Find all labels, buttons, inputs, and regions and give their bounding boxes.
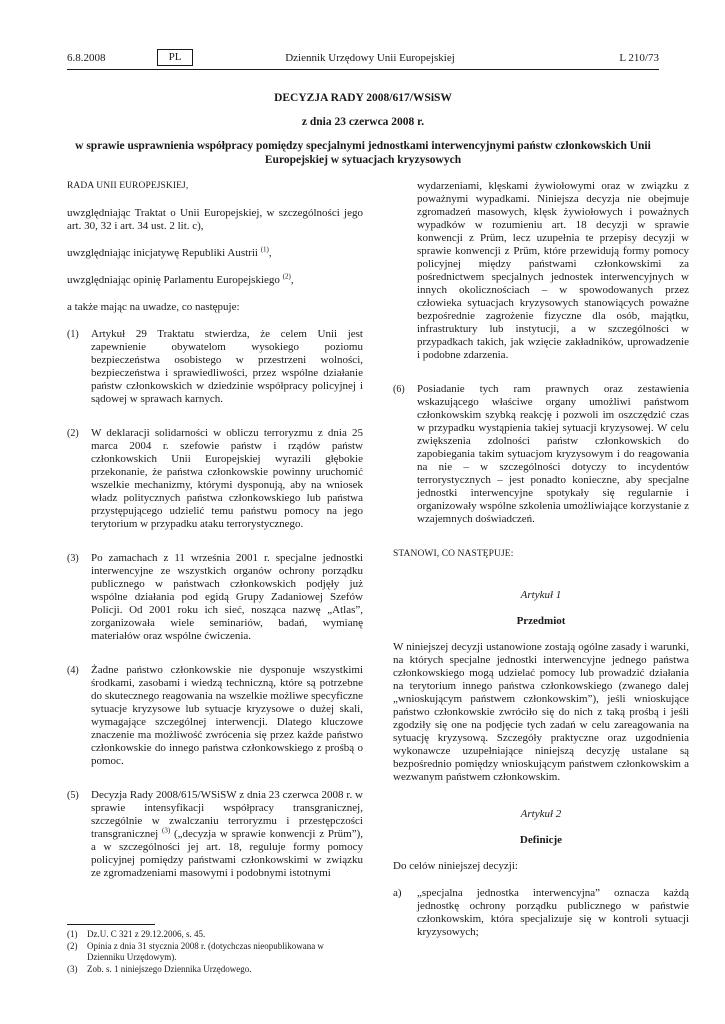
footnote-number: (2) <box>67 940 78 951</box>
footnote-1 <box>67 929 363 941</box>
whereas-intro: a także mając na uwadze, co następuje: <box>67 301 240 313</box>
publication-date: 6.8.2008 <box>67 52 106 64</box>
recital-1 <box>67 328 363 406</box>
footnote-ref-2[interactable]: (2) <box>282 272 291 281</box>
recital-3 <box>67 552 363 643</box>
article-2-intro: Do celów niniejszej decyzji: <box>393 860 518 872</box>
citation-opinion-text: uwzględniając opinię Parlamentu Europejskiego <box>67 274 280 286</box>
left-column <box>67 180 363 880</box>
recital-number: (3) <box>67 553 79 564</box>
recital-number: (5) <box>67 790 79 801</box>
recital-text: Żadne państwo członkowskie nie dysponuje wszystkimi środkami, zasobami i wiedzą techniczną, które są potrzebne do skutecznego reagowania na wszelkie możliwe specyficzne sytuacje kryzysowe lub sytuacje kryzysowe o dużej skali, wymagające szczególnej interwencji. Dlatego kluczowe znaczenie ma możliwość zwrócenia się przez każde państwo członkowskie do innego państwa członkowskiego z prośbą o pomoc. <box>91 664 363 767</box>
recital-text: wydarzeniami, klęskami żywiołowymi oraz w związku z poważnymi wypadkami. Niniejsza decyzja nie obejmuje zgromadzeń masowych, klęsk żywiołowych i poważnych wypadków w rozumieniu art. 18 decyzji w sprawie konwencji z Prüm, lecz uzupełnia te przepisy decyzji w sprawie konwencji z Prüm, które przewidują formy pomocy policyjnej między państwami członkowskimi za pośrednictwem specjalnych jednostek interwencyjnych w innych okolicznościach – w spowodowanych przez człowieka sytuacjach kryzysowych stanowiących poważne bezpośrednie zagrożenie fizyczne dla osób, majątku, infrastruktury lub instytucji, a w szczególności w przypadkach takich, jak wzięcie zakładników, uprowadzenie i podobne zdarzenia. <box>417 180 689 361</box>
decision-subject: w sprawie usprawnienia współpracy pomiędzy specjalnymi jednostkami interwencyjnymi państw członkowskich Unii Europejskiej w sytuacjach kryzysowych <box>75 140 651 166</box>
recital-4 <box>67 664 363 768</box>
recital-text: Posiadanie tych ram prawnych oraz zestawienia wskazującego właściwe organy umożliwi państwom członkowskim szybką reakcję i pozwoli im oszczędzić czas w przypadku wystąpienia takiej sytuacji kryzysowej. W celu zwiększenia zdolności państw członkowskich do zapobiegania takim sytuacjom kryzysowym i do reagowania na nie – w szczególności dotyczy to incydentów terrorystycznych – jest ponadto konieczne, aby specjalne jednostki interwencyjne spotykały się regularnie i organizowały wspólne szkolenia umożliwiające korzystanie z wzajemnych doświadczeń. <box>417 383 689 525</box>
article-1-title: Przedmiot <box>516 615 566 627</box>
footnote-divider <box>67 924 155 925</box>
footnote-ref-1[interactable]: (1) <box>260 245 269 254</box>
footnote-2 <box>67 941 363 964</box>
recital-text: Po zamachach z 11 września 2001 r. specjalne jednostki interwencyjne ze wszystkich organów ochrony porządku publicznego w państwach członkowskich podjęły już wspólne działania pod egidą Grupy Zadaniowej Szefów Policji. Od 2001 roku ich sieć, nosząca nazwę „Atlas”, zorganizowała wiele seminariów, badań, wymianę materiałów oraz wspólne ćwiczenia. <box>91 552 363 642</box>
recital-text: Artykuł 29 Traktatu stwierdza, że celem Unii jest zapewnienie obywatelom wysokiego poziomu bezpieczeństwa osobistego w przestrzeni wolności, bezpieczeństwa i sprawiedliwości, przez wspólne działanie państw członkowskich w dziedzinie współpracy policyjnej i sądowej w sprawach karnych. <box>91 328 363 405</box>
citation-treaty: uwzględniając Traktat o Unii Europejskiej, w szczególności jego art. 30, 32 i art. 34 ust. 2 lit. c), <box>67 207 363 232</box>
recital-text <box>91 789 363 880</box>
recital-5-continued <box>393 180 689 362</box>
recital-number: (1) <box>67 329 79 340</box>
citation-initiative: uwzględniając inicjatywę Republiki Austrii $^{(1)}$, <box>67 245 272 259</box>
enacting-formula: STANOWI, CO NASTĘPUJE: <box>393 549 514 559</box>
recital-number: (6) <box>393 384 405 395</box>
definition-text: „specjalna jednostka interwencyjna” oznacza każdą jednostkę ochrony porządku publicznego w państwie członkowskim, która specjalizuje się w kontroli sytuacji kryzysowych; <box>417 887 689 938</box>
language-badge: PL <box>157 49 193 66</box>
footnote-text: Zob. s. 1 niniejszego Dziennika Urzędowego. <box>87 963 252 974</box>
citation-opinion: uwzględniając opinię Parlamentu Europejskiego $^{(2)}$, <box>67 272 294 286</box>
definition-item-a <box>393 887 689 939</box>
footnote-text: Dz.U. C 321 z 29.12.2006, s. 45. <box>87 929 206 939</box>
recital-5 <box>67 789 363 880</box>
recital-text: W deklaracji solidarności w obliczu terroryzmu z dnia 25 marca 2004 r. szefowie państw i rządów państw członkowskich Unii Europejskiej wyrazili głębokie przekonanie, że państwa członkowskie powinny uruchomić wszelkie mechanizmy, którymi dysponują, aby na wniosek władz politycznych państwa członkowskiego lub państwa przystępującego udzielić temu państwu pomocy na jego terytorium w przypadku ataku terrorystycznego. <box>91 427 363 530</box>
definition-label: a) <box>393 887 402 899</box>
decision-date: z dnia 23 czerwca 2008 r. <box>301 116 425 128</box>
journal-title: Dziennik Urzędowy Unii Europejskiej <box>285 52 455 64</box>
recital-number: (4) <box>67 665 79 676</box>
footnotes <box>67 924 363 975</box>
right-column <box>393 180 689 939</box>
header-divider <box>67 69 659 70</box>
footnote-ref-3[interactable]: (3) <box>161 826 171 835</box>
page-reference: L 210/73 <box>619 52 659 64</box>
footnote-3 <box>67 964 363 976</box>
council-heading: RADA UNII EUROPEJSKIEJ, <box>67 181 189 191</box>
decision-title: DECYZJA RADY 2008/617/WSiSW <box>274 92 452 104</box>
recital-6 <box>393 383 689 526</box>
article-1-number: Artykuł 1 <box>520 589 562 601</box>
recital-5-text-part-2: („decyzja w sprawie konwencji z Prüm”), a w szczególności jej art. 18, reguluje formy pomocy policyjnej pomiędzy państwami członkowskimi w związku ze zgromadzeniami masowymi i podobnymi istotnymi <box>91 828 364 879</box>
article-2-number: Artykuł 2 <box>520 808 562 820</box>
article-1-text: W niniejszej decyzji ustanowione zostają ogólne zasady i warunki, na których specjalne jednostki interwencyjne jednego państwa członkowskiego mogą udzielać pomocy lub prowadzić działania na terytorium innego państwa członkowskiego (zwanego dalej „wnioskującym państwem członkowskim”), jeśli wnioskujące państwo członkowskie zwróciło się do nich z taką prośbą i jeśli zgodziły się one na podjęcie tych zadań w celu zareagowania na sytuację kryzysową. Szczegóły praktyczne oraz uzgodnienia wykonawcze uzupełniające niniejszą decyzję ustalane są bezpośrednio pomiędzy wnioskującym państwem członkowskim a wezwanym państwem członkowskim. <box>393 641 689 783</box>
recital-5-text-part-1: Decyzja Rady 2008/615/WSiSW z dnia 23 czerwca 2008 r. w sprawie intensyfikacji współpracy transgranicznej, szczególnie w zwalczaniu terroryzmu i przestępczości transgranicznej <box>91 789 363 840</box>
footnote-number: (1) <box>67 929 78 939</box>
footnote-number: (3) <box>67 963 78 974</box>
footnote-text: Opinia z dnia 31 stycznia 2008 r. (dotychczas nieopublikowana w Dzienniku Urzędowym). <box>87 940 324 962</box>
recital-number: (2) <box>67 428 79 439</box>
citation-initiative-text: uwzględniając inicjatywę Republiki Austrii <box>67 247 258 259</box>
article-2-title: Definicje <box>519 834 563 846</box>
recital-2 <box>67 427 363 531</box>
